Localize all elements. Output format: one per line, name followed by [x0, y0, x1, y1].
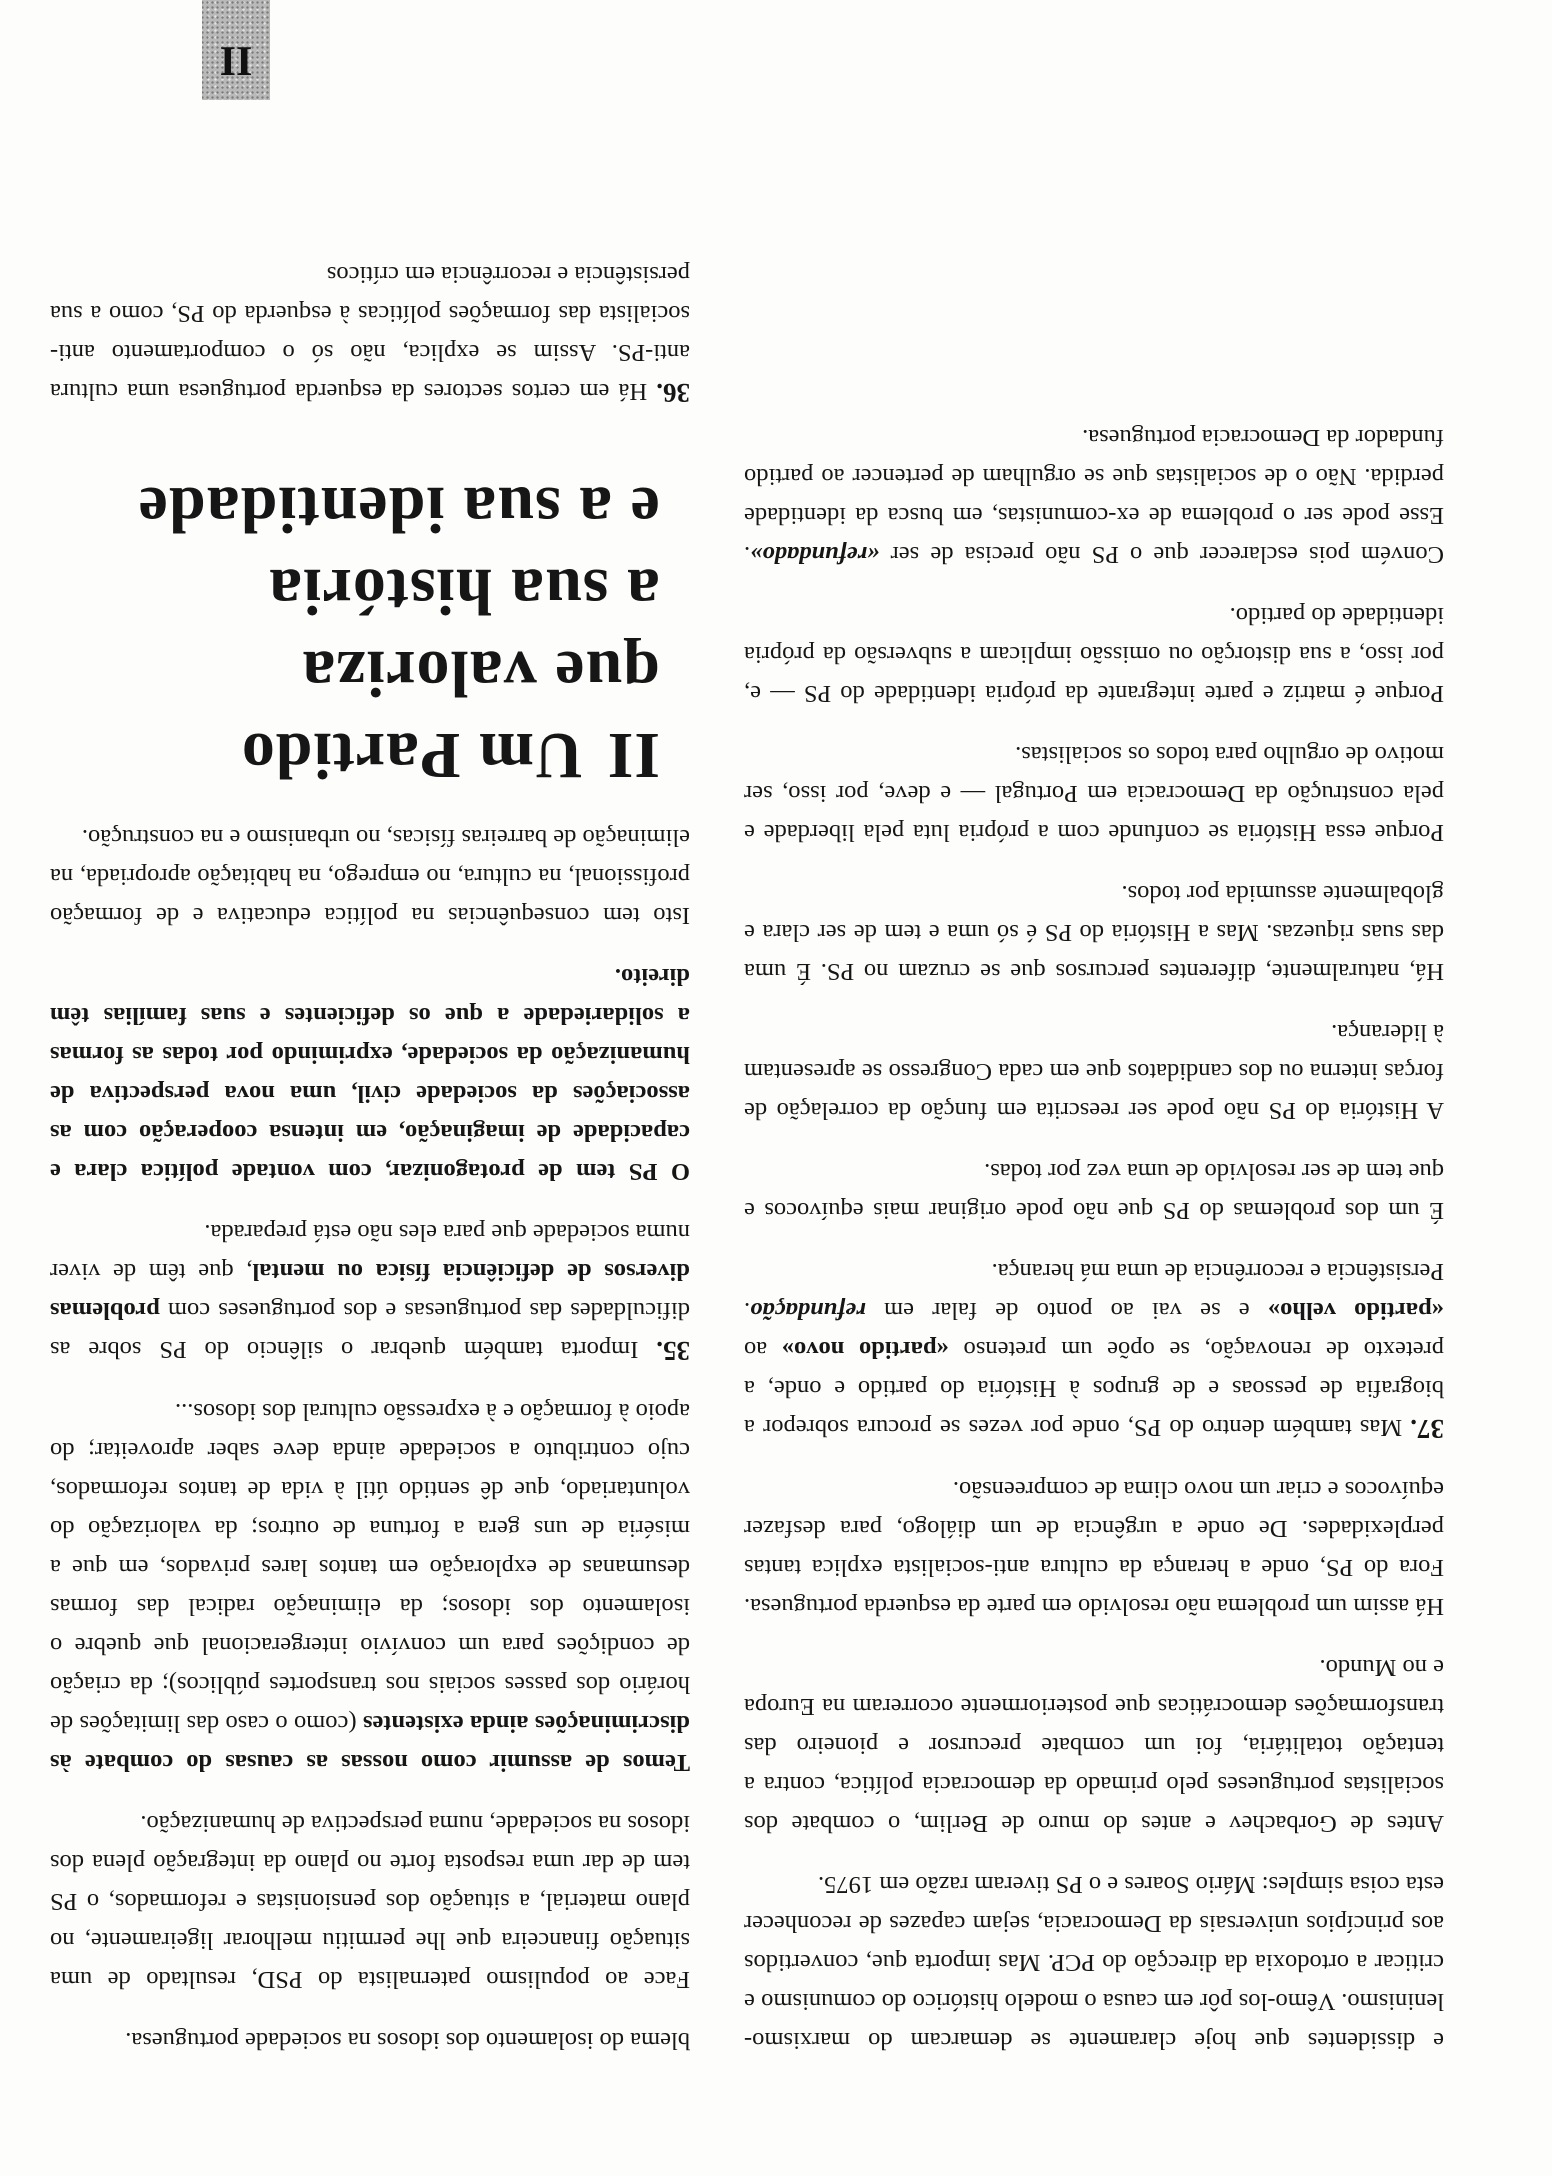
text-run: (como o caso das limitações de horário dos passes sociais nos transportes públicos); da criação de condições para um convívio intergeracional que quebre o isolamento dos idosos; da eliminação radical das formas desumanas de exploração em tantos lares privados, em que a miséria de uns gera a fortuna de outros; da valorização do voluntariado, que dê sentido útil à vida de tantos reformados, cujo contributo a sociedade ainda deve saber aproveitar; do apoio à formação e à expressão cultural dos idosos...	[50, 1398, 690, 1737]
paragraph: Antes de Gorbachev e antes do muro de Berlim, o combate dos socialistas portugueses pelo primado da democracia política, contra a tentação totalitária, foi um combate precursor e pioneiro das transformações democráticas que posteriormente ocorreram na Europa e no Mundo.	[744, 1654, 1444, 1837]
text-run: . Persistência e recorrência de uma má herança.	[744, 1258, 1444, 1324]
paragraph-number: 35.	[656, 1336, 690, 1366]
paragraph	[744, 418, 1444, 574]
chapter-title-line: e a sua identidade	[137, 473, 660, 546]
text-run: Importa também quebrar o silêncio do PS sobre as dificuldades das portuguesas e dos portugueses com	[50, 1297, 690, 1363]
paragraph: e dissidentes que hoje claramente se demarcam do marxismo-leninismo. Vêmo-los pôr em causa o modelo histórico do comunismo e criticar a ortodoxia da direcção do PCP. Mas importa que, convertidos aos princípios universais da Democracia, sejam capazes de reconhecer esta coisa simples: Mário Soares e o PS tiveram razão em 1975.	[744, 1871, 1444, 2054]
bold-lead: Temos de assumir como nossas as causas do combate às discriminações ainda existentes	[50, 1710, 690, 1776]
paragraph: Porque é matriz e parte integrante da própria identidade do PS — e, por isso, a sua distorção ou omissão implicam a subversão da própria identidade do partido.	[744, 602, 1444, 707]
paragraph: Isto tem consequências na política educativa e de formação profissional, na cultura, no emprego, na habitação apropriada, na eliminação de barreiras físicas, no urbanismo e na construção.	[50, 824, 690, 929]
paragraph-36	[50, 255, 690, 412]
paragraph-35	[50, 1213, 690, 1370]
bold-italic-term: «refundado»	[750, 541, 880, 568]
bold-phrase: problemas diversos de deficiência física ou mental	[50, 1258, 690, 1324]
paragraph-number: 37.	[1410, 1414, 1444, 1444]
chapter-tab-label: II	[219, 37, 253, 83]
text-run: , que têm de viver numa sociedade que para eles não está preparada.	[49, 1219, 690, 1285]
text-run: ao	[743, 1336, 782, 1363]
paragraph: Há assim um problema não resolvido em parte da esquerda portuguesa. Fora do PS, onde a herança da cultura anti-socialista explica tantas perplexidades. De onde a urgência de um diálogo, para desfazer equívocos e criar um novo clima de compreensão.	[744, 1476, 1444, 1620]
paragraph: É um dos problemas do PS que não pode originar mais equívocos e que tem de ser resolvido de uma vez por todas.	[744, 1158, 1444, 1224]
text-run: e se vai ao ponto de falar em	[865, 1297, 1268, 1324]
bold-italic-term: refundação	[750, 1297, 866, 1324]
paragraph-number: 36.	[656, 378, 690, 408]
left-column	[744, 396, 1444, 2060]
chapter-number: II	[606, 719, 660, 792]
bold-paragraph: O PS tem de protagonizar, com vontade política clara e capacidade de imaginação, em intensa cooperação com as associações da sociedade civil, uma nova perspectiva de humanização da sociedade, exprimindo por todas as formas a solidariedade a que os deficientes e suas famílias têm direito.	[50, 963, 690, 1185]
text-run: Há em certos sectores da esquerda portuguesa uma cultura anti-PS. Assim se explica, não só o comportamento anti-socialista das formações políticas à esquerda do PS, como a sua persistência e recorrência em críticos	[50, 261, 690, 405]
chapter-heading	[50, 468, 660, 796]
paragraph: Há, naturalmente, diferentes percursos que se cruzam no PS. É uma das suas riquezas. Mas a História do PS é só uma e tem de ser clara e globalmente assumida por todos.	[744, 880, 1444, 985]
bold-quote: «partido velho»	[1267, 1297, 1444, 1324]
paragraph: Porque essa História se confunde com a própria luta pela liberdade e pela construção da Democracia em Portugal — e deve, por isso, ser motivo de orgulho para todos os socialistas.	[744, 741, 1444, 846]
text-run: Mas também dentro do PS, onde por vezes se procura sobrepor a biografia de pessoas e de grupos à História do partido e onde, a pretexto de renovação, se opõe um pretenso	[744, 1336, 1444, 1441]
chapter-title-line: que valoriza	[301, 637, 660, 710]
paragraph	[50, 1392, 690, 1782]
chapter-title-line	[50, 714, 660, 796]
chapter-tab-marker	[202, 0, 270, 100]
text-run: Convém pois esclarecer que o PS não precisa de ser	[879, 541, 1444, 568]
chapter-title-text: Um Partido	[240, 719, 583, 792]
chapter-title-line: a sua história	[268, 555, 660, 628]
bold-quote: «partido novo»	[781, 1336, 949, 1363]
paragraph-37	[744, 1252, 1444, 1448]
right-column	[50, 233, 690, 2060]
paragraph: Face ao populismo paternalista do PSD, resultado de uma situação financeira que lhe permitiu melhorar ligeiramente, no plano material, a situação dos pensionistas e reformados, o PS tem de dar uma resposta forte no plano da integração plena dos idosos na sociedade, numa perspectiva de humanização.	[50, 1810, 690, 1993]
text-run: . Esse pode ser o problema de ex-comunistas, em busca da identidade perdida. Não o de socialistas que se orgulham de pertencer ao partido fundador da Democracia portuguesa.	[744, 424, 1444, 568]
paragraph: A História do PS não pode ser reescrita em função da correlação de forças interna ou dos candidatos que em cada Congresso se apresentam à liderança.	[744, 1019, 1444, 1124]
paragraph: blema do isolamento dos idosos na sociedade portuguesa.	[125, 2027, 690, 2054]
